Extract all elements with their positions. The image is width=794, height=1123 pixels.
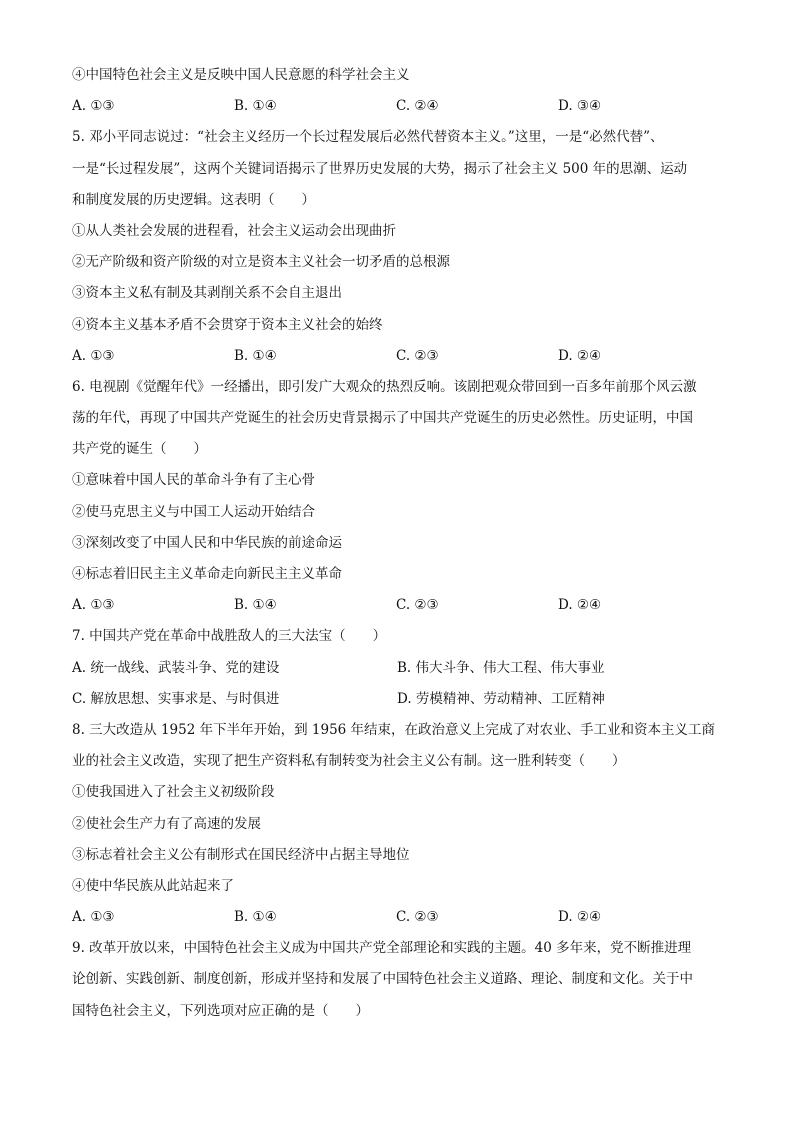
- q4-option-d[interactable]: D. ③④: [558, 98, 602, 115]
- q4-option-b[interactable]: B. ①④: [234, 98, 277, 115]
- q6-stem-line-2: 荡的年代，再现了中国共产党诞生的社会历史背景揭示了中国共产党诞生的历史必然性。历史证明，中国: [72, 410, 693, 427]
- q8-statement-3: ③标志着社会主义公有制形式在国民经济中占据主导地位: [72, 846, 410, 863]
- q4-option-c[interactable]: C. ②④: [396, 98, 439, 115]
- q5-option-d[interactable]: D. ②④: [558, 347, 602, 364]
- q7-stem: 7. 中国共产党在革命中战胜敌人的三大法宝（ ）: [72, 628, 387, 645]
- q9-stem-line-3: 国特色社会主义，下列选项对应正确的是（ ）: [72, 1002, 369, 1019]
- q6-statement-2: ②使马克思主义与中国工人运动开始结合: [72, 503, 315, 520]
- q6-option-b[interactable]: B. ①④: [234, 597, 277, 614]
- q5-stem-line-3: 和制度发展的历史逻辑。这表明（ ）: [72, 191, 315, 208]
- q4-options: [72, 91, 722, 122]
- q4-statement-4: ④中国特色社会主义是反映中国人民意愿的科学社会主义: [72, 67, 410, 83]
- q5-option-a[interactable]: A. ①③: [72, 347, 115, 364]
- q7-option-d[interactable]: D. 劳模精神、劳动精神、工匠精神: [397, 690, 605, 707]
- q6-option-c[interactable]: C. ②③: [396, 597, 439, 614]
- exam-page: [72, 60, 722, 1027]
- q5-stem-line-2: 一是“长过程发展”，这两个关键词语揭示了世界历史发展的大势，揭示了社会主义 500 年的思潮、运动: [72, 160, 688, 177]
- q8-options: [72, 902, 722, 933]
- q8-stem-line-2: 业的社会主义改造，实现了把生产资料私有制转变为社会主义公有制。这一胜利转变（ ）: [72, 753, 626, 770]
- q5-statement-1: ①从人类社会发展的进程看，社会主义运动会出现曲折: [72, 222, 396, 239]
- q8-option-a[interactable]: A. ①③: [72, 909, 115, 926]
- q6-option-a[interactable]: A. ①③: [72, 597, 115, 614]
- q6-options: [72, 590, 722, 621]
- q5-stem-line-1: 5. 邓小平同志说过：“社会主义经历一个长过程发展后必然代替资本主义。”这里，一是“必然代替”、: [72, 129, 664, 146]
- q8-statement-1: ①使我国进入了社会主义初级阶段: [72, 784, 275, 801]
- q7-options-row-2: [72, 684, 722, 715]
- q6-statement-4: ④标志着旧民主主义革命走向新民主主义革命: [72, 566, 342, 582]
- q8-stem-line-1: 8. 三大改造从 1952 年下半年开始，到 1956 年结束，在政治意义上完成了对农业、手工业和资本主义工商: [72, 721, 716, 738]
- q9-stem-line-2: 论创新、实践创新、制度创新，形成并坚持和发展了中国特色社会主义道路、理论、制度和文化。关于中: [72, 971, 693, 988]
- q6-statement-3: ③深刻改变了中国人民和中华民族的前途命运: [72, 534, 342, 551]
- q5-option-c[interactable]: C. ②③: [396, 347, 439, 364]
- q5-statement-2: ②无产阶级和资产阶级的对立是资本主义社会一切矛盾的总根源: [72, 254, 450, 271]
- q6-statement-1: ①意味着中国人民的革命斗争有了主心骨: [72, 472, 315, 489]
- q5-statement-4: ④资本主义基本矛盾不会贯穿于资本主义社会的始终: [72, 316, 383, 333]
- q8-option-c[interactable]: C. ②③: [396, 909, 439, 926]
- q6-stem-line-3: 共产党的诞生（ ）: [72, 441, 207, 458]
- q5-statement-3: ③资本主义私有制及其剥削关系不会自主退出: [72, 285, 342, 302]
- q7-options-row-1: [72, 653, 722, 684]
- q4-option-a[interactable]: A. ①③: [72, 98, 115, 115]
- q9-stem-line-1: 9. 改革开放以来，中国特色社会主义成为中国共产党全部理论和实践的主题。40 多年来，党不断推进理: [72, 940, 692, 957]
- q5-options: [72, 341, 722, 372]
- q5-option-b[interactable]: B. ①④: [234, 347, 277, 364]
- q8-statement-4: ④使中华民族从此站起来了: [72, 877, 234, 894]
- q6-stem-line-1: 6. 电视剧《觉醒年代》一经播出，即引发广大观众的热烈反响。该剧把观众带回到一百多年前那个风云激: [72, 378, 697, 395]
- q7-option-c[interactable]: C. 解放思想、实事求是、与时俱进: [72, 690, 280, 707]
- q8-option-b[interactable]: B. ①④: [234, 909, 277, 926]
- q8-statement-2: ②使社会生产力有了高速的发展: [72, 815, 261, 832]
- q6-option-d[interactable]: D. ②④: [558, 597, 602, 614]
- q7-option-a[interactable]: A. 统一战线、武装斗争、党的建设: [72, 659, 280, 676]
- q7-option-b[interactable]: B. 伟大斗争、伟大工程、伟大事业: [397, 659, 605, 676]
- q8-option-d[interactable]: D. ②④: [558, 909, 602, 926]
